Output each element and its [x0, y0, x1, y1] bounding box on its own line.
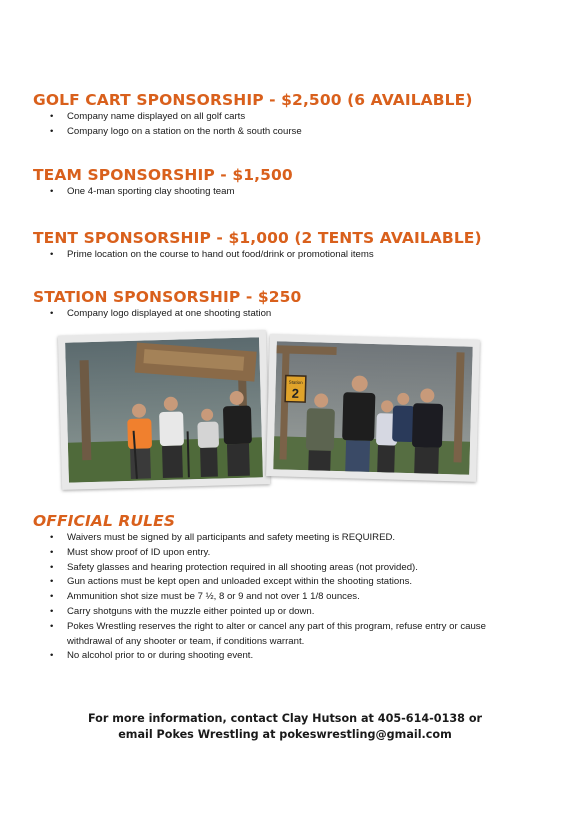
section-heading: TEAM SPONSORSHIP - $1,500 — [33, 166, 293, 184]
station-sign-label: Station — [288, 379, 303, 386]
rule-item: • Ammunition shot size must be 7 ½, 8 or 9 and not over 1 1/8 ounces. — [50, 590, 540, 605]
rules-list — [33, 531, 540, 664]
rule-item: • Pokes Wrestling reserves the right to alter or cancel any part of this program, refuse entry or cause withdrawal of any shooter or team, if conditions warrant. — [50, 620, 540, 650]
list-item: • Prime location on the course to hand out food/drink or promotional items — [50, 248, 540, 263]
contact-line-2: email Pokes Wrestling at pokeswrestling@gmail.com — [118, 728, 452, 741]
official-rules-section — [33, 512, 540, 664]
rule-item: • Must show proof of ID upon entry. — [50, 546, 540, 561]
contact-line-1: For more information, contact Clay Hutson at 405-614-0138 or — [87, 712, 483, 725]
rule-item: • Gun actions must be kept open and unloaded except within the shooting stations. — [50, 575, 540, 590]
station-sign-number: 2 — [291, 385, 300, 401]
bullet-list — [33, 110, 540, 140]
team-sponsorship-section — [33, 166, 540, 200]
rule-item: • Waivers must be signed by all participants and safety meeting is REQUIRED. — [50, 531, 540, 546]
bullet-list — [33, 185, 540, 200]
rule-item: • Carry shotguns with the muzzle either pointed up or down. — [50, 605, 540, 620]
event-photo-left — [58, 330, 270, 490]
section-heading: GOLF CART SPONSORSHIP - $2,500 (6 AVAILABLE) — [33, 91, 473, 109]
contact-footer — [0, 711, 570, 743]
group-photo-image — [273, 341, 472, 474]
rule-item: • No alcohol prior to or during shooting event. — [50, 649, 540, 664]
list-item: • Company logo displayed at one shooting station — [50, 307, 540, 322]
section-heading: STATION SPONSORSHIP - $250 — [33, 288, 302, 306]
group-photo-image — [65, 337, 263, 482]
tent-sponsorship-section — [33, 229, 540, 263]
bullet-list — [33, 307, 540, 322]
rule-item: • Safety glasses and hearing protection required in all shooting areas (not provided). — [50, 561, 540, 576]
list-item: • Company name displayed on all golf carts — [50, 110, 540, 125]
station-sponsorship-section — [33, 288, 540, 322]
bullet-list — [33, 248, 540, 263]
golf-cart-sponsorship-section — [33, 91, 540, 140]
list-item: • One 4-man sporting clay shooting team — [50, 185, 540, 200]
section-heading: TENT SPONSORSHIP - $1,000 (2 TENTS AVAILABLE) — [33, 229, 482, 247]
list-item: • Company logo on a station on the north & south course — [50, 125, 540, 140]
event-photo-right — [266, 334, 480, 482]
rules-heading: OFFICIAL RULES — [33, 512, 176, 530]
